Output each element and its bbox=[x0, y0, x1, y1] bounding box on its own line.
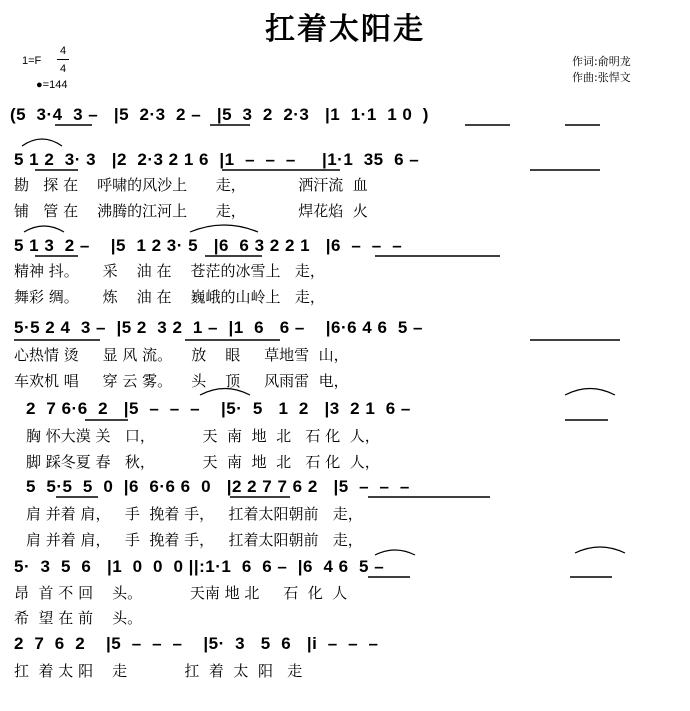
tempo-value: =144 bbox=[42, 79, 68, 91]
key-signature: 1=F bbox=[22, 55, 42, 67]
slur-mark bbox=[22, 139, 62, 146]
notation-row-5: 2 7 6·6 2 |5 – – – |5· 5 1 2 |3 2 1 6 – bbox=[26, 399, 411, 418]
lyrics-row-2-verse-1: 勘 探 在 呼啸的风沙上 走， 洒汗流 血 bbox=[14, 176, 368, 194]
slur-mark bbox=[24, 226, 64, 232]
lyrics-row-3-verse-2: 舞彩 绸。 炼 油 在 巍峨的山岭上 走， bbox=[14, 288, 325, 306]
time-signature-bottom: 4 bbox=[60, 63, 67, 75]
lyrics-row-2-verse-2: 铺 管 在 沸腾的江河上 走， 焊花焰 火 bbox=[14, 202, 368, 220]
slur-mark bbox=[565, 389, 615, 396]
lyrics-row-4-verse-1: 心热情 烫 显 风 流。 放 眼 草地雪 山， bbox=[14, 346, 349, 364]
slur-mark bbox=[200, 389, 250, 396]
lyricist: 作词:俞明龙 bbox=[572, 55, 631, 68]
lyrics-row-8: 扛 着 太 阳 走 扛 着 太 阳 走 bbox=[14, 662, 303, 680]
notation-row-2: 5 1 2 3· 3 |2 2·3 2 1 6 |1 – – – |1·1 35 6 – bbox=[14, 150, 420, 169]
slur-mark bbox=[375, 550, 415, 555]
time-signature-top: 4 bbox=[60, 45, 67, 57]
note-icon: ● bbox=[36, 79, 43, 91]
lyrics-row-6-verse-1: 肩 并着 肩， 手 挽着 手， 扛着太阳朝前 走， bbox=[26, 505, 363, 523]
notation-row-1: (5 3·4 3 – |5 2·3 2 – |5 3 2 2·3 |1 1·1 1 0 ) bbox=[10, 105, 429, 124]
lyrics-row-5-verse-1: 胸 怀大漠 关 口， 天 南 地 北 石 化 人， bbox=[26, 427, 380, 445]
lyrics-row-3-verse-1: 精神 抖。 采 油 在 苍茫的冰雪上 走， bbox=[14, 262, 325, 280]
lyrics-row-5-verse-2: 脚 踩冬夏 春 秋， 天 南 地 北 石 化 人， bbox=[26, 453, 380, 471]
notation-row-7: 5· 3 5 6 |1 0 0 0 ||:1·1 6 6 – |6 4 6 5 – bbox=[14, 557, 385, 576]
slur-mark bbox=[575, 547, 625, 553]
lyrics-row-4-verse-2: 车欢机 唱 穿 云 雾。 头 顶 风雨雷 电， bbox=[14, 372, 349, 390]
composer: 作曲:张悍文 bbox=[572, 71, 631, 84]
notation-row-6: 5 5·5 5 0 |6 6·6 6 0 |2 2 7 7 6 2 |5 – – – bbox=[26, 477, 410, 496]
song-title: 扛着太阳走 bbox=[265, 12, 425, 47]
lyrics-row-6-verse-2: 肩 并着 肩， 手 挽着 手， 扛着太阳朝前 走， bbox=[26, 531, 363, 549]
notation-row-3: 5 1 3 2 – |5 1 2 3· 5 |6 6 3 2 2 1 |6 – – – bbox=[14, 236, 403, 255]
notation-row-8: 2 7 6 2 |5 – – – |5· 3 5 6 |i – – – bbox=[14, 634, 379, 653]
notation-row-4: 5·5 2 4 3 – |5 2 3 2 1 – |1 6 6 – |6·6 4 6 5 – bbox=[14, 318, 424, 337]
lyrics-row-7-verse-1: 昂 首 不 回 头。 天南 地 北 石 化 人 bbox=[14, 584, 348, 602]
slur-mark bbox=[190, 225, 258, 232]
lyrics-row-7-verse-2: 希 望 在 前 头。 bbox=[14, 609, 143, 627]
